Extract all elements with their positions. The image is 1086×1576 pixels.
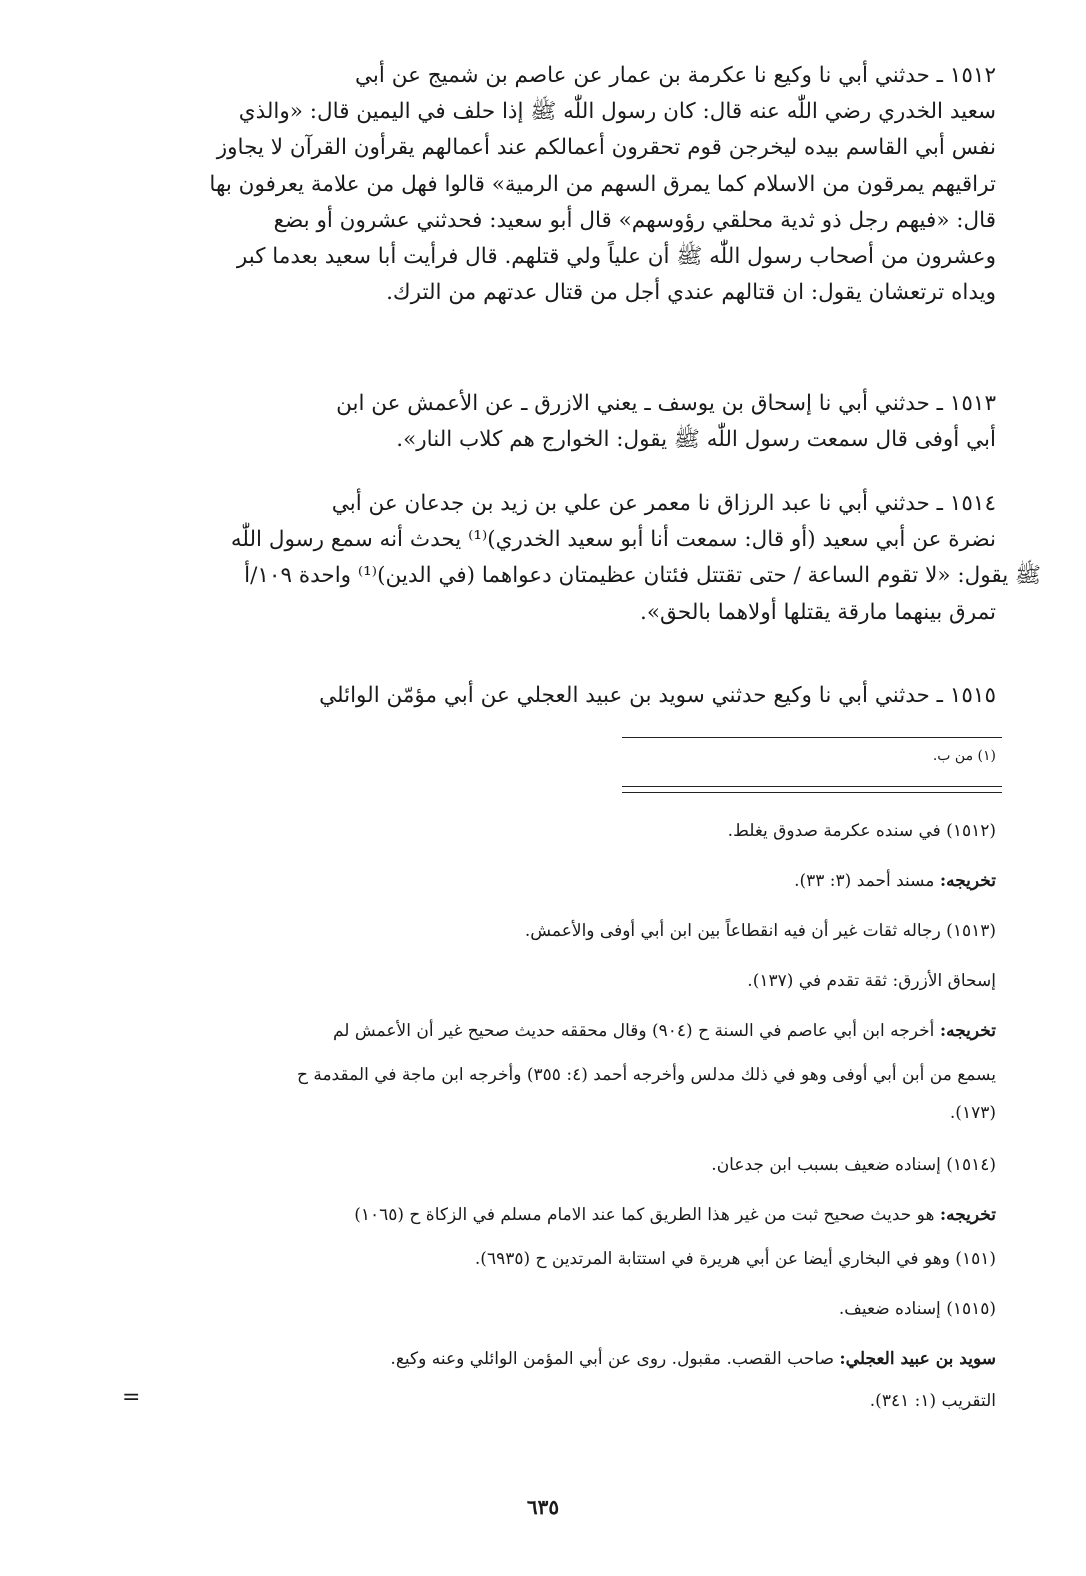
note-line: (١٥١٥) إسناده ضعيف. [838, 1299, 996, 1319]
text-line: ١٥١٤ ـ حدثني أبي نا عبد الرزاق نا معمر عن علي بن زيد بن جدعان عن أبي [331, 491, 996, 516]
text-line: قال: «فيهم رجل ذو ثدية محلقي رؤوسهم» قال أبو سعيد: فحدثني عشرون أو بضع [273, 207, 996, 233]
notes-separator-bottom [622, 792, 1002, 793]
footnote: (١) من ب. [932, 748, 996, 764]
note-line: (١٥١٣) رجاله ثقات غير أن فيه انقطاعاً بين ابن أبي أوفى والأعمش. [524, 921, 996, 941]
note-line: (١٥١٤) إسناده ضعيف بسبب ابن جدعان. [711, 1155, 996, 1175]
hadith-1515 [146, 678, 996, 714]
text-line: سعيد الخدري رضي اللّٰه عنه قال: كان رسول اللّٰه ﷺ إذا حلف في اليمين قال: «والذي [238, 99, 996, 125]
text-line: نفس أبي القاسم بيده ليخرجن قوم تحقرون أعمالكم عند أعمالهم يقرأون القرآن لا يجاوز [216, 135, 996, 161]
continuation-mark: = [122, 1385, 141, 1410]
note-line: تخريجه: أخرجه ابن أبي عاصم في السنة ح (٩٠٤) وقال محققه حديث صحيح غير أن الأعمش لم [332, 1021, 996, 1041]
note-line: يسمع من أبن أبي أوفى وهو في ذلك مدلس وأخرجه أحمد (٤: ٣٥٥) وأخرجه ابن ماجة في المقدمة ح [296, 1065, 996, 1085]
hadith-1513 [146, 386, 996, 458]
text-line: ويداه ترتعشان يقول: ان قتالهم عندي أجل من قتال عدتهم من الترك. [386, 280, 996, 306]
hadith-1514 [146, 486, 1041, 631]
text-line: وعشرون من أصحاب رسول اللّٰه ﷺ أن علياً ولي قتلهم. قال فرأيت أبا سعيد بعدما كبر [236, 244, 996, 270]
text-line: أبي أوفى قال سمعت رسول اللّٰه ﷺ يقول: الخوارج هم كلاب النار». [396, 427, 996, 453]
footnote-separator [622, 737, 1002, 738]
text-line: ١٥١٢ ـ حدثني أبي نا وكيع نا عكرمة بن عمار عن عاصم بن شميج عن أبي [354, 63, 996, 88]
note-line: (١٥١) وهو في البخاري أيضا عن أبي هريرة في استتابة المرتدين ح (٦٩٣٥). [474, 1249, 996, 1269]
text-line: ١٥١٣ ـ حدثني أبي نا إسحاق بن يوسف ـ يعني الازرق ـ عن الأعمش عن ابن [336, 391, 996, 416]
hadith-1512 [146, 58, 996, 311]
text-line: ١٥١٥ ـ حدثني أبي نا وكيع حدثني سويد بن عبيد العجلي عن أبي مؤمّن الوائلي [319, 683, 996, 708]
note-line: إسحاق الأزرق: ثقة تقدم في (١٣٧). [747, 971, 996, 991]
notes-separator-top [622, 786, 1002, 787]
text-line: تراقيهم يمرقون من الاسلام كما يمرق السهم من الرمية» قالوا فهل من علامة يعرفون بها [209, 171, 996, 197]
note-line: سويد بن عبيد العجلي: صاحب القصب. مقبول. روى عن أبي المؤمن الوائلي وعنه وكيع. [390, 1349, 996, 1369]
note-line: (١٧٣). [949, 1103, 996, 1123]
page-number: ٦٣٥ [526, 1495, 560, 1519]
note-line: تخريجه: هو حديث صحيح ثبت من غير هذا الطريق كما عند الامام مسلم في الزكاة ح (١٠٦٥) [354, 1205, 996, 1225]
note-line: تخريجه: مسند أحمد (٣: ٣٣). [794, 871, 996, 891]
note-line: (١٥١٢) في سنده عكرمة صدوق يغلط. [727, 821, 996, 841]
text-line: ﷺ يقول: «لا تقوم الساعة / حتى تقتتل فئتان عظيمتان دعواهما (في الدين)⁽¹⁾ واحدة ١٠٩/أ [244, 563, 1041, 589]
text-line: تمرق بينهما مارقة يقتلها أولاهما بالحق». [640, 599, 996, 625]
note-line: التقريب (١: ٣٤١). [869, 1391, 996, 1411]
text-line: نضرة عن أبي سعيد (أو قال: سمعت أنا أبو سعيد الخدري)⁽¹⁾ يحدث أنه سمع رسول اللّٰه [230, 527, 996, 553]
